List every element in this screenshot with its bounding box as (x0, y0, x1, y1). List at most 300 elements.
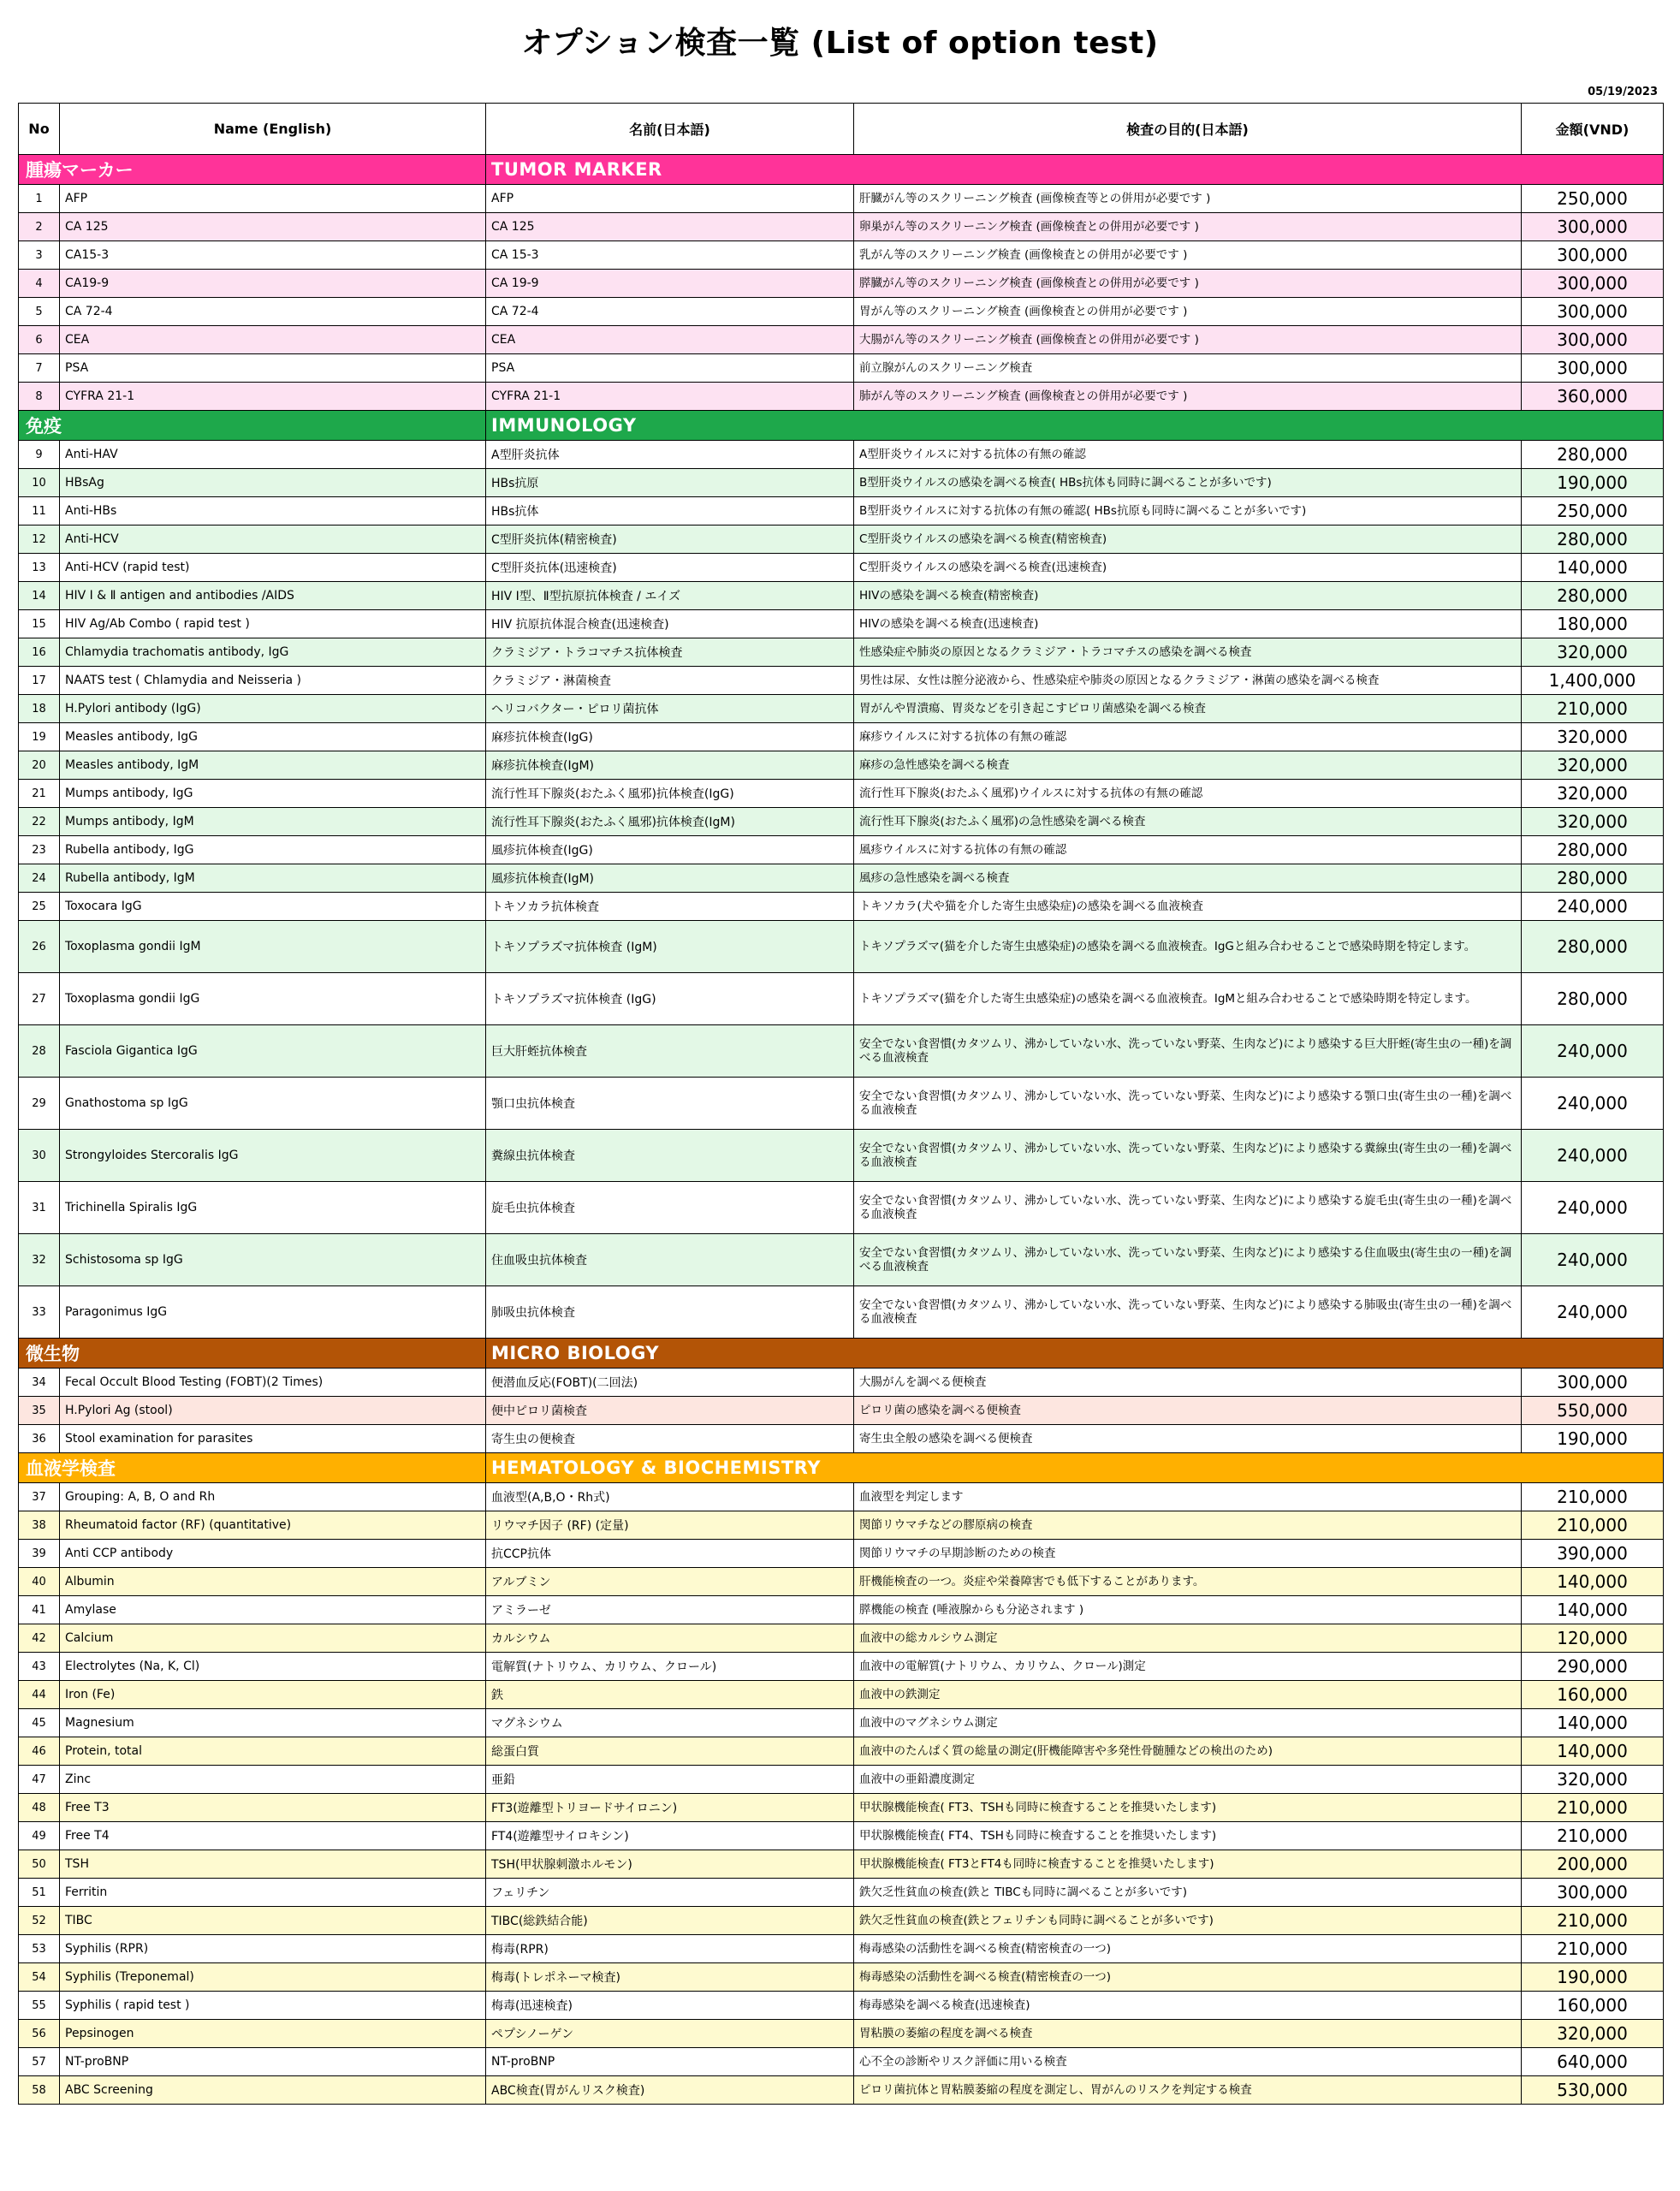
cell-name-japanese: 抗CCP抗体 (486, 1540, 854, 1568)
cell-no: 31 (19, 1182, 60, 1234)
cell-name-japanese: アミラーゼ (486, 1596, 854, 1624)
cell-no: 8 (19, 383, 60, 411)
cell-no: 20 (19, 751, 60, 780)
cell-price: 250,000 (1522, 497, 1664, 525)
section-title-japanese: 腫瘍マーカー (19, 155, 486, 185)
cell-price: 280,000 (1522, 582, 1664, 610)
cell-price: 190,000 (1522, 1425, 1664, 1453)
cell-name-japanese: HIV 抗原抗体混合検査(迅速検査) (486, 610, 854, 638)
cell-purpose: 流行性耳下腺炎(おたふく風邪)ウイルスに対する抗体の有無の確認 (854, 780, 1522, 808)
table-row (19, 298, 1664, 326)
section-title-japanese: 微生物 (19, 1339, 486, 1369)
cell-name-english: TSH (60, 1850, 486, 1879)
cell-name-english: Anti-HCV (60, 525, 486, 554)
section-title-japanese: 免疫 (19, 411, 486, 441)
cell-no: 6 (19, 326, 60, 354)
cell-name-japanese: クラミジア・トラコマチス抗体検査 (486, 638, 854, 667)
table-row (19, 864, 1664, 893)
cell-name-english: Mumps antibody, IgM (60, 808, 486, 836)
cell-price: 240,000 (1522, 1286, 1664, 1339)
cell-name-english: Rheumatoid factor (RF) (quantitative) (60, 1511, 486, 1540)
table-row (19, 1935, 1664, 1963)
cell-name-japanese: AFP (486, 185, 854, 213)
cell-name-english: TIBC (60, 1907, 486, 1935)
cell-price: 140,000 (1522, 1709, 1664, 1737)
cell-no: 26 (19, 921, 60, 973)
table-row (19, 610, 1664, 638)
cell-name-english: Rubella antibody, IgM (60, 864, 486, 893)
cell-purpose: 安全でない食習慣(カタツムリ、沸かしていない水、洗っていない野菜、生肉など)により感染する糞線虫(寄生虫の一種)を調べる血液検査 (854, 1130, 1522, 1182)
option-test-table (18, 103, 1664, 2105)
cell-purpose: トキソプラズマ(猫を介した寄生虫感染症)の感染を調べる血液検査。IgGと組み合わせることで感染時期を特定します。 (854, 921, 1522, 973)
table-row (19, 973, 1664, 1025)
page-title: オプション検査一覧 (List of option test) (521, 26, 1159, 61)
cell-name-english: H.Pylori Ag (stool) (60, 1397, 486, 1425)
cell-price: 300,000 (1522, 241, 1664, 270)
table-row (19, 1709, 1664, 1737)
cell-name-japanese: 便中ピロリ菌検査 (486, 1397, 854, 1425)
cell-no: 23 (19, 836, 60, 864)
cell-purpose: B型肝炎ウイルスに対する抗体の有無の確認( HBs抗原も同時に調べることが多いです) (854, 497, 1522, 525)
section-header-hema (19, 1453, 1664, 1483)
cell-name-english: CA 72-4 (60, 298, 486, 326)
cell-no: 36 (19, 1425, 60, 1453)
cell-no: 47 (19, 1766, 60, 1794)
cell-name-japanese: TIBC(総鉄結合能) (486, 1907, 854, 1935)
cell-purpose: 麻疹の急性感染を調べる検査 (854, 751, 1522, 780)
cell-name-japanese: マグネシウム (486, 1709, 854, 1737)
table-row (19, 695, 1664, 723)
cell-no: 21 (19, 780, 60, 808)
table-row (19, 1025, 1664, 1078)
cell-no: 30 (19, 1130, 60, 1182)
table-row (19, 1397, 1664, 1425)
cell-price: 300,000 (1522, 1369, 1664, 1397)
cell-purpose: トキソプラズマ(猫を介した寄生虫感染症)の感染を調べる血液検査。IgMと組み合わせることで感染時期を特定します。 (854, 973, 1522, 1025)
cell-name-japanese: カルシウム (486, 1624, 854, 1653)
cell-price: 320,000 (1522, 638, 1664, 667)
cell-name-japanese: フェリチン (486, 1879, 854, 1907)
header-no: No (19, 104, 60, 155)
cell-price: 320,000 (1522, 2020, 1664, 2048)
cell-price: 210,000 (1522, 1483, 1664, 1511)
cell-purpose: 関節リウマチなどの膠原病の検査 (854, 1511, 1522, 1540)
cell-purpose: 胃がんや胃潰瘍、胃炎などを引き起こすピロリ菌感染を調べる検査 (854, 695, 1522, 723)
cell-no: 14 (19, 582, 60, 610)
cell-no: 40 (19, 1568, 60, 1596)
cell-name-japanese: 梅毒(RPR) (486, 1935, 854, 1963)
cell-name-english: Toxoplasma gondii IgG (60, 973, 486, 1025)
cell-name-english: AFP (60, 185, 486, 213)
cell-no: 37 (19, 1483, 60, 1511)
cell-no: 11 (19, 497, 60, 525)
cell-purpose: 安全でない食習慣(カタツムリ、沸かしていない水、洗っていない野菜、生肉など)により感染する巨大肝蛭(寄生虫の一種)を調べる血液検査 (854, 1025, 1522, 1078)
cell-purpose: A型肝炎ウイルスに対する抗体の有無の確認 (854, 441, 1522, 469)
cell-no: 34 (19, 1369, 60, 1397)
section-title-japanese: 血液学検査 (19, 1453, 486, 1483)
cell-no: 39 (19, 1540, 60, 1568)
cell-name-japanese: CA 19-9 (486, 270, 854, 298)
cell-purpose: 安全でない食習慣(カタツムリ、沸かしていない水、洗っていない野菜、生肉など)により感染する肺吸虫(寄生虫の一種)を調べる血液検査 (854, 1286, 1522, 1339)
table-row (19, 1737, 1664, 1766)
cell-price: 240,000 (1522, 1234, 1664, 1286)
cell-purpose: 肺がん等のスクリーニング検査 (画像検査との併用が必要です ) (854, 383, 1522, 411)
table-row (19, 1653, 1664, 1681)
cell-name-japanese: ABC検査(胃がんリスク検査) (486, 2076, 854, 2105)
cell-no: 28 (19, 1025, 60, 1078)
table-row (19, 638, 1664, 667)
cell-no: 50 (19, 1850, 60, 1879)
cell-name-english: Paragonimus IgG (60, 1286, 486, 1339)
cell-name-japanese: 電解質(ナトリウム、カリウム、クロール) (486, 1653, 854, 1681)
cell-name-english: Measles antibody, IgG (60, 723, 486, 751)
cell-no: 16 (19, 638, 60, 667)
cell-price: 280,000 (1522, 921, 1664, 973)
cell-no: 55 (19, 1992, 60, 2020)
cell-name-english: Mumps antibody, IgG (60, 780, 486, 808)
cell-name-japanese: NT-proBNP (486, 2048, 854, 2076)
cell-purpose: 血液中のたんぱく質の総量の測定(肝機能障害や多発性骨髄腫などの検出のため) (854, 1737, 1522, 1766)
cell-name-english: Syphilis (Treponemal) (60, 1963, 486, 1992)
table-row (19, 326, 1664, 354)
cell-purpose: 風疹の急性感染を調べる検査 (854, 864, 1522, 893)
table-row (19, 185, 1664, 213)
cell-name-japanese: HIV Ⅰ型、Ⅱ型抗原抗体検査 / エイズ (486, 582, 854, 610)
cell-name-english: H.Pylori antibody (IgG) (60, 695, 486, 723)
table-row (19, 354, 1664, 383)
cell-name-english: Stool examination for parasites (60, 1425, 486, 1453)
cell-price: 320,000 (1522, 751, 1664, 780)
cell-name-japanese: アルブミン (486, 1568, 854, 1596)
cell-price: 640,000 (1522, 2048, 1664, 2076)
cell-no: 10 (19, 469, 60, 497)
cell-name-japanese: 巨大肝蛭抗体検査 (486, 1025, 854, 1078)
table-row (19, 1568, 1664, 1596)
cell-name-english: Anti CCP antibody (60, 1540, 486, 1568)
table-row (19, 497, 1664, 525)
cell-purpose: 鉄欠乏性貧血の検査(鉄と TIBCも同時に調べることが多いです) (854, 1879, 1522, 1907)
cell-price: 210,000 (1522, 1907, 1664, 1935)
table-row (19, 1182, 1664, 1234)
cell-no: 9 (19, 441, 60, 469)
cell-purpose: 大腸がんを調べる便検査 (854, 1369, 1522, 1397)
section-title-english: IMMUNOLOGY (486, 411, 1664, 441)
table-row (19, 1234, 1664, 1286)
cell-name-english: Pepsinogen (60, 2020, 486, 2048)
cell-price: 290,000 (1522, 1653, 1664, 1681)
section-title-english: TUMOR MARKER (486, 155, 1664, 185)
cell-name-japanese: 麻疹抗体検査(IgM) (486, 751, 854, 780)
cell-purpose: 甲状腺機能検査( FT3、TSHも同時に検査することを推奨いたします) (854, 1794, 1522, 1822)
cell-purpose: 鉄欠乏性貧血の検査(鉄とフェリチンも同時に調べることが多いです) (854, 1907, 1522, 1935)
cell-name-english: Anti-HCV (rapid test) (60, 554, 486, 582)
cell-purpose: 梅毒感染の活動性を調べる検査(精密検査の一つ) (854, 1963, 1522, 1992)
header-purpose: 検査の目的(日本語) (854, 104, 1522, 155)
cell-name-japanese: 梅毒(迅速検査) (486, 1992, 854, 2020)
cell-name-english: Schistosoma sp IgG (60, 1234, 486, 1286)
cell-price: 280,000 (1522, 525, 1664, 554)
cell-name-japanese: CA 15-3 (486, 241, 854, 270)
cell-name-english: Amylase (60, 1596, 486, 1624)
cell-name-japanese: トキソカラ抗体検査 (486, 893, 854, 921)
cell-no: 25 (19, 893, 60, 921)
cell-name-english: Electrolytes (Na, K, Cl) (60, 1653, 486, 1681)
cell-purpose: C型肝炎ウイルスの感染を調べる検査(迅速検査) (854, 554, 1522, 582)
table-row (19, 1681, 1664, 1709)
table-row (19, 383, 1664, 411)
cell-no: 54 (19, 1963, 60, 1992)
cell-no: 1 (19, 185, 60, 213)
cell-no: 35 (19, 1397, 60, 1425)
table-row (19, 1078, 1664, 1130)
cell-name-english: CA19-9 (60, 270, 486, 298)
cell-no: 38 (19, 1511, 60, 1540)
cell-name-english: CA 125 (60, 213, 486, 241)
cell-price: 190,000 (1522, 469, 1664, 497)
cell-no: 2 (19, 213, 60, 241)
table-row (19, 893, 1664, 921)
cell-purpose: HIVの感染を調べる検査(精密検査) (854, 582, 1522, 610)
cell-price: 320,000 (1522, 808, 1664, 836)
cell-no: 7 (19, 354, 60, 383)
cell-price: 300,000 (1522, 354, 1664, 383)
cell-name-english: Gnathostoma sp IgG (60, 1078, 486, 1130)
cell-purpose: ピロリ菌の感染を調べる便検査 (854, 1397, 1522, 1425)
cell-name-english: Toxocara IgG (60, 893, 486, 921)
cell-name-japanese: C型肝炎抗体(迅速検査) (486, 554, 854, 582)
table-row (19, 525, 1664, 554)
cell-price: 200,000 (1522, 1850, 1664, 1879)
cell-price: 240,000 (1522, 1130, 1664, 1182)
cell-price: 210,000 (1522, 1822, 1664, 1850)
cell-name-english: NAATS test ( Chlamydia and Neisseria ) (60, 667, 486, 695)
cell-name-japanese: 旋毛虫抗体検査 (486, 1182, 854, 1234)
document-date: 05/19/2023 (1588, 86, 1658, 98)
cell-no: 4 (19, 270, 60, 298)
cell-purpose: 血液中の鉄測定 (854, 1681, 1522, 1709)
cell-name-english: Albumin (60, 1568, 486, 1596)
cell-no: 15 (19, 610, 60, 638)
cell-name-english: Ferritin (60, 1879, 486, 1907)
cell-name-english: Magnesium (60, 1709, 486, 1737)
cell-price: 360,000 (1522, 383, 1664, 411)
cell-purpose: 安全でない食習慣(カタツムリ、沸かしていない水、洗っていない野菜、生肉など)により感染する住血吸虫(寄生虫の一種)を調べる血液検査 (854, 1234, 1522, 1286)
cell-price: 160,000 (1522, 1681, 1664, 1709)
cell-purpose: 膵臓がん等のスクリーニング検査 (画像検査との併用が必要です ) (854, 270, 1522, 298)
table-row (19, 1992, 1664, 2020)
cell-name-japanese: リウマチ因子 (RF) (定量) (486, 1511, 854, 1540)
table-row (19, 554, 1664, 582)
cell-name-english: Free T4 (60, 1822, 486, 1850)
cell-name-english: CEA (60, 326, 486, 354)
cell-name-japanese: 住血吸虫抗体検査 (486, 1234, 854, 1286)
table-row (19, 1822, 1664, 1850)
cell-name-japanese: PSA (486, 354, 854, 383)
cell-name-english: Measles antibody, IgM (60, 751, 486, 780)
cell-name-english: ABC Screening (60, 2076, 486, 2105)
cell-purpose: 梅毒感染の活動性を調べる検査(精密検査の一つ) (854, 1935, 1522, 1963)
table-row (19, 2076, 1664, 2105)
cell-name-japanese: TSH(甲状腺刺激ホルモン) (486, 1850, 854, 1879)
cell-purpose: 血液中の電解質(ナトリウム、カリウム、クロール)測定 (854, 1653, 1522, 1681)
cell-name-english: CA15-3 (60, 241, 486, 270)
table-row (19, 441, 1664, 469)
cell-price: 140,000 (1522, 554, 1664, 582)
table-row (19, 1963, 1664, 1992)
cell-purpose: 流行性耳下腺炎(おたふく風邪)の急性感染を調べる検査 (854, 808, 1522, 836)
cell-no: 52 (19, 1907, 60, 1935)
cell-name-japanese: FT3(遊離型トリヨードサイロニン) (486, 1794, 854, 1822)
cell-no: 19 (19, 723, 60, 751)
cell-purpose: 寄生虫全般の感染を調べる便検査 (854, 1425, 1522, 1453)
cell-name-english: HBsAg (60, 469, 486, 497)
cell-purpose: 胃がん等のスクリーニング検査 (画像検査との併用が必要です ) (854, 298, 1522, 326)
cell-price: 240,000 (1522, 1025, 1664, 1078)
cell-purpose: 卵巣がん等のスクリーニング検査 (画像検査との併用が必要です ) (854, 213, 1522, 241)
table-header-row (19, 104, 1664, 155)
cell-price: 530,000 (1522, 2076, 1664, 2105)
cell-name-japanese: 血液型(A,B,O・Rh式) (486, 1483, 854, 1511)
cell-price: 140,000 (1522, 1737, 1664, 1766)
header-price: 金額(VND) (1522, 104, 1664, 155)
cell-name-english: HIV Ⅰ & Ⅱ antigen and antibodies /AIDS (60, 582, 486, 610)
cell-purpose: 乳がん等のスクリーニング検査 (画像検査との併用が必要です ) (854, 241, 1522, 270)
cell-name-english: Rubella antibody, IgG (60, 836, 486, 864)
table-row (19, 1907, 1664, 1935)
cell-name-japanese: 糞線虫抗体検査 (486, 1130, 854, 1182)
cell-purpose: C型肝炎ウイルスの感染を調べる検査(精密検査) (854, 525, 1522, 554)
cell-no: 22 (19, 808, 60, 836)
header-name-japanese: 名前(日本語) (486, 104, 854, 155)
cell-name-english: PSA (60, 354, 486, 383)
cell-no: 29 (19, 1078, 60, 1130)
cell-name-japanese: ヘリコバクター・ピロリ菌抗体 (486, 695, 854, 723)
cell-price: 320,000 (1522, 1766, 1664, 1794)
cell-price: 300,000 (1522, 326, 1664, 354)
cell-no: 32 (19, 1234, 60, 1286)
cell-purpose: 麻疹ウイルスに対する抗体の有無の確認 (854, 723, 1522, 751)
cell-purpose: 安全でない食習慣(カタツムリ、沸かしていない水、洗っていない野菜、生肉など)により感染する旋毛虫(寄生虫の一種)を調べる血液検査 (854, 1182, 1522, 1234)
cell-name-japanese: ペプシノーゲン (486, 2020, 854, 2048)
cell-no: 5 (19, 298, 60, 326)
table-row (19, 1130, 1664, 1182)
cell-purpose: ピロリ菌抗体と胃粘膜萎縮の程度を測定し、胃がんのリスクを判定する検査 (854, 2076, 1522, 2105)
cell-price: 250,000 (1522, 185, 1664, 213)
cell-name-english: Protein, total (60, 1737, 486, 1766)
cell-name-english: Syphilis (RPR) (60, 1935, 486, 1963)
cell-purpose: 性感染症や肺炎の原因となるクラミジア・トラコマチスの感染を調べる検査 (854, 638, 1522, 667)
cell-no: 24 (19, 864, 60, 893)
cell-name-japanese: 風疹抗体検査(IgM) (486, 864, 854, 893)
cell-name-english: NT-proBNP (60, 2048, 486, 2076)
cell-price: 300,000 (1522, 270, 1664, 298)
cell-price: 240,000 (1522, 1078, 1664, 1130)
table-row (19, 1286, 1664, 1339)
cell-no: 13 (19, 554, 60, 582)
cell-price: 140,000 (1522, 1596, 1664, 1624)
cell-name-japanese: 総蛋白質 (486, 1737, 854, 1766)
cell-name-japanese: 亜鉛 (486, 1766, 854, 1794)
cell-no: 33 (19, 1286, 60, 1339)
cell-name-japanese: FT4(遊離型サイロキシン) (486, 1822, 854, 1850)
cell-price: 160,000 (1522, 1992, 1664, 2020)
cell-name-japanese: 寄生虫の便検査 (486, 1425, 854, 1453)
cell-name-japanese: CA 72-4 (486, 298, 854, 326)
table-row (19, 667, 1664, 695)
cell-no: 27 (19, 973, 60, 1025)
cell-purpose: 関節リウマチの早期診断のための検査 (854, 1540, 1522, 1568)
cell-no: 56 (19, 2020, 60, 2048)
table-row (19, 1850, 1664, 1879)
cell-no: 51 (19, 1879, 60, 1907)
cell-name-english: Free T3 (60, 1794, 486, 1822)
cell-price: 280,000 (1522, 836, 1664, 864)
section-title-english: MICRO BIOLOGY (486, 1339, 1664, 1369)
table-row (19, 1511, 1664, 1540)
cell-purpose: 血液型を判定します (854, 1483, 1522, 1511)
cell-price: 320,000 (1522, 780, 1664, 808)
cell-name-japanese: 流行性耳下腺炎(おたふく風邪)抗体検査(IgG) (486, 780, 854, 808)
cell-no: 57 (19, 2048, 60, 2076)
cell-purpose: B型肝炎ウイルスの感染を調べる検査( HBs抗体も同時に調べることが多いです) (854, 469, 1522, 497)
cell-purpose: 梅毒感染を調べる検査(迅速検査) (854, 1992, 1522, 2020)
cell-purpose: トキソカラ(犬や猫を介した寄生虫感染症)の感染を調べる血液検査 (854, 893, 1522, 921)
cell-purpose: 甲状腺機能検査( FT3とFT4も同時に検査することを推奨いたします) (854, 1850, 1522, 1879)
cell-purpose: 肝機能検査の一つ。炎症や栄養障害でも低下することがあります。 (854, 1568, 1522, 1596)
cell-name-english: Iron (Fe) (60, 1681, 486, 1709)
cell-no: 17 (19, 667, 60, 695)
cell-name-japanese: 流行性耳下腺炎(おたふく風邪)抗体検査(IgM) (486, 808, 854, 836)
table-row (19, 1879, 1664, 1907)
cell-purpose: 肝臓がん等のスクリーニング検査 (画像検査等との併用が必要です ) (854, 185, 1522, 213)
table-row (19, 1369, 1664, 1397)
cell-price: 1,400,000 (1522, 667, 1664, 695)
cell-purpose: 前立腺がんのスクリーニング検査 (854, 354, 1522, 383)
cell-no: 46 (19, 1737, 60, 1766)
cell-purpose: 大腸がん等のスクリーニング検査 (画像検査との併用が必要です ) (854, 326, 1522, 354)
cell-name-japanese: 顎口虫抗体検査 (486, 1078, 854, 1130)
cell-name-japanese: HBs抗原 (486, 469, 854, 497)
cell-name-english: Anti-HAV (60, 441, 486, 469)
cell-purpose: 胃粘膜の萎縮の程度を調べる検査 (854, 2020, 1522, 2048)
table-row (19, 836, 1664, 864)
cell-price: 280,000 (1522, 441, 1664, 469)
cell-price: 280,000 (1522, 864, 1664, 893)
table-body (19, 155, 1664, 2105)
cell-price: 120,000 (1522, 1624, 1664, 1653)
cell-purpose: 血液中の総カルシウム測定 (854, 1624, 1522, 1653)
cell-no: 53 (19, 1935, 60, 1963)
cell-name-english: HIV Ag/Ab Combo ( rapid test ) (60, 610, 486, 638)
cell-name-japanese: 風疹抗体検査(IgG) (486, 836, 854, 864)
table-row (19, 1425, 1664, 1453)
cell-price: 390,000 (1522, 1540, 1664, 1568)
cell-no: 45 (19, 1709, 60, 1737)
cell-purpose: 安全でない食習慣(カタツムリ、沸かしていない水、洗っていない野菜、生肉など)により感染する顎口虫(寄生虫の一種)を調べる血液検査 (854, 1078, 1522, 1130)
cell-no: 43 (19, 1653, 60, 1681)
table-row (19, 1766, 1664, 1794)
cell-price: 140,000 (1522, 1568, 1664, 1596)
table-row (19, 1596, 1664, 1624)
cell-purpose: 男性は尿、女性は膣分泌液から、性感染症や肺炎の原因となるクラミジア・淋菌の感染を調べる検査 (854, 667, 1522, 695)
table-row (19, 469, 1664, 497)
cell-name-english: Syphilis ( rapid test ) (60, 1992, 486, 2020)
cell-name-english: Chlamydia trachomatis antibody, IgG (60, 638, 486, 667)
cell-price: 240,000 (1522, 893, 1664, 921)
cell-no: 58 (19, 2076, 60, 2105)
header-name-english: Name (English) (60, 104, 486, 155)
cell-name-english: CYFRA 21-1 (60, 383, 486, 411)
